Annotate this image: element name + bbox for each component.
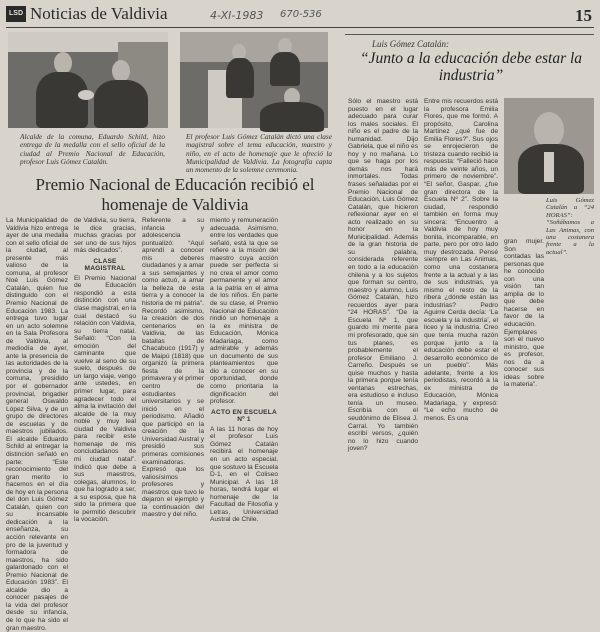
handwritten-code: 670-536 bbox=[280, 9, 322, 20]
photo-portrait bbox=[504, 98, 594, 194]
left-column-2b-text: El Premio Nacional de Educación respondió a esta distinción con una clase magistral, en la cual destacó su relación con Valdivia, su tierra natal. Señaló: “Con la emoción del caminante que vuelve al seno de su suelo, después de un largo viaje, vengo ante ustedes, en primer lugar, para agradecer todo el alma la invitación del alcalde de la muy noble y muy leal ciudad de Valdivia para recibir este homenaje de mis conciudadanos de mi ciudad natal”. Indicó que debe a sus maestros, colegas, alumnos, lo que ha logrado a ser, a su esposa, que ha sido la primera que le permitió descubrir la vocación. bbox=[74, 274, 136, 524]
photo-lecture bbox=[180, 32, 328, 128]
left-column-3-text: Referente a su infancia y adolescencia puntualizó: “Aquí aprendí a conocer mis deberes ciudadanos y a amar a sus semejantes y como actuó, a amar la belleza de esta tierra y a conocer la historia de mi patria”. Recordó asimismo, la creación de dos centenarios en Valdivia, de las batallas de Chacabuco (1917) y de Maipú (1818) que organizó la primera fiesta de la primavera y el primer centro de estudiantes universitarios y se inició en el periodismo. Añadió que participó en la creación de la Universidad Austral y presidió sus primeras comisiones examinadoras. Expresó que los valiosísimos profesores y maestros que tuvo le dejaron el ejemplo y la continuación del maestro y del niño. bbox=[142, 217, 204, 519]
right-byline: Luis Gómez Catalán: bbox=[372, 39, 450, 49]
right-column-1 bbox=[348, 98, 418, 453]
left-column-1 bbox=[6, 217, 68, 632]
right-column-3 bbox=[504, 238, 544, 389]
photo-medal-ceremony bbox=[8, 32, 168, 128]
left-column-2-text: de Valdivia, su tierra, le dice gracias, muchas gracias por ser uno de sus hijos más dedicados”. bbox=[74, 217, 136, 255]
newspaper-logo: LSD bbox=[6, 6, 26, 22]
portrait-caption: Luis Gómez Catalán a “24 HORAS”: “Soñábamos a Las Animas, con una costanera frente a la actual”. bbox=[546, 197, 594, 256]
right-column-3-text: gran mujer. Son contadas las personas que he conocido con una visión tan amplia de lo que debe hacerse en favor de la educación. Ejemplares son el nuevo ministro, que es profesor, nos da a conocer sus ideas sobre la materia”. bbox=[504, 238, 544, 389]
section-title: Noticias de Valdivia bbox=[30, 4, 168, 23]
left-column-4b-text: A las 11 horas de hoy el profesor Luis Gómez Catalán recibirá el homenaje en un acto especial, que sostuvo la Escuela D-1, en el Coliseo Municipal. A las 18 horas, tendrá lugar el homenaje de la Facultad de Filosofía y Letras, Universidad Austral de Chile. bbox=[210, 425, 278, 524]
photo1-caption: Alcalde de la comuna, Eduardo Schild, hizo entrega de la medalla con el sello oficial de la ciudad al Premio Nacional de Educación, profesor Luis Gómez Catalán. bbox=[20, 132, 165, 166]
right-column-2 bbox=[424, 98, 498, 422]
handwritten-date: 4-XI-1983 bbox=[210, 9, 264, 22]
subhead-acto-escuela: ACTO EN ESCUELA Nº 1 bbox=[211, 408, 277, 424]
page-number: 15 bbox=[575, 6, 592, 25]
left-column-4-text: miento y remuneración adecuada. Asimismo, entre los verdades que señaló, está la que se refiere a la misión del maestro cuya acción puede ser perfecta si no crea el amor como permanente y el amor a la patria en el alma de los niños. En parte de su clase, el Premio Nacional de Educación rindió un homenaje a la ex ministra de Educación, Mónica Madariaga, como admirable y además un documento de sus planteamientos que dio a conocer en su oportunidad, donde como prioritaria la dignificación del profesor. bbox=[210, 217, 278, 406]
right-column-1-text: Sólo el maestro está puesto en el lugar adecuado para curar los males sociales. El niño es el padre de la humanidad. Dijo Gabriela, que el niño es hoy y no mañana. Lo que se haga por los demás nos hará inmortales. Todas frases señaladas por el Premio Nacional de Educación, Luis Gómez Catalán, que hicieron reflexionar ayer en el acto realizado en su honor en la Municipalidad. Además de la gran historia de su palabra, considerada referente en todo a la educación chilena y a los sujetos que forman su centro, maestro y alumno, Luis Gómez Catalán, hizo recuerdos ayer para “24 HORAS”. “De la Escuela Nº 1, que guardo mi mente para mi profesorado, que sin tus planes, es probablemente el profesor Emiliano J. Carreño. Después se quise muchos y hasta la primera porque tenía ventanas estrechas, era estudioso e incluso tenía un museo. Escribía con el seudónimo de Elisea J. Carral. Yo también escribí versos, ¿quién no lo hizo cuando joven? bbox=[348, 98, 418, 453]
header-rule bbox=[6, 27, 594, 28]
subhead-clase-magistral: CLASE MAGISTRAL bbox=[84, 257, 126, 273]
right-column-2-text: Entre mis recuerdos está la profesora Emilia Flores, que me formó. A propósito, Carolina Martínez ¿qué fue de Emilia Flores?”. Sus ojos se enrojecieron de tristeza cuando recibió la respuesta: “Falleció hace más de veinte años, un primero de noviembre”. “El señor, Gaspar, ¿fue gran directora de la Escuela Nº 2”. Sobre la ciudad, respondió también en forma muy sincera: “Encuentro a Valdivia de hoy muy bonita, incomparable, en parte, pero por otro lado muy destrozada. Pensé siempre en Las Animas, como una costanera frente a la actual y a las de sus industrias, ya mismo el resto de la ribera ¿dónde están las industrias? Pedro Aguirre Cerda decía: ‘La escuela y la industria’, el liceo y la industria. Creo que tenía mucha razón porque junto a la educación debe estar el desarrollo económico de un pueblo”. Más adelante, frente a los periodistas, recordó a la ex ministra de Educación, Mónica Madariaga, y expresó: “Le echo mucho de menos. Es una bbox=[424, 98, 498, 422]
left-column-1-text: La Municipalidad de Valdivia hizo entrega ayer de una medalla con el sello oficial de la ciudad, al presente más valioso de la comuna, al profesor Noé Luis Gómez Catalán, quien fue distinguido con el Premio Nacional de Educación 1983. La entrega tuvo lugar en un acto solemne en la Sala Profesora de Valdivia, al mediodía de ayer, ante la presencia de las autoridades de la provincia y de la comuna, presidido por el gobernador provincial, brigadier general Oswaldo López Silva, y de un grupo de directores de escuelas y de maestros jubilados. El alcalde Eduardo Schild al entregar la distinción señaló en parte: “Este reconocimiento del gran merito lo hacemos en el día de hoy en la persona del don Luis Gómez Catalán, quien con su incansable dedicación a la enseñanza, su acción relevante en pro de la juventud y formadora de maestros, ha sido galardonado con el Premio Nacional de Educación 1983”. El alcalde dio a conocer pasajes de la vida del profesor desde su infancia, de lo que ha sido el gran maestro. bbox=[6, 217, 68, 632]
left-headline: Premio Nacional de Educación recibió el homenaje de Valdivia bbox=[35, 175, 315, 214]
page-header bbox=[0, 0, 600, 30]
photo2-caption: El profesor Luis Gómez Catalán dictó una clase magistral sobre el tema educación, maestro y niño, en el acto de homenaje que le ofreció la Municipalidad de Valdivia. La fotografía capta un momento de la solemne ceremonia. bbox=[186, 132, 332, 175]
left-column-4 bbox=[210, 217, 278, 524]
left-column-2 bbox=[74, 217, 136, 524]
right-headline: “Junto a la educación debe estar la industria” bbox=[359, 50, 583, 84]
left-column-3 bbox=[142, 217, 204, 519]
